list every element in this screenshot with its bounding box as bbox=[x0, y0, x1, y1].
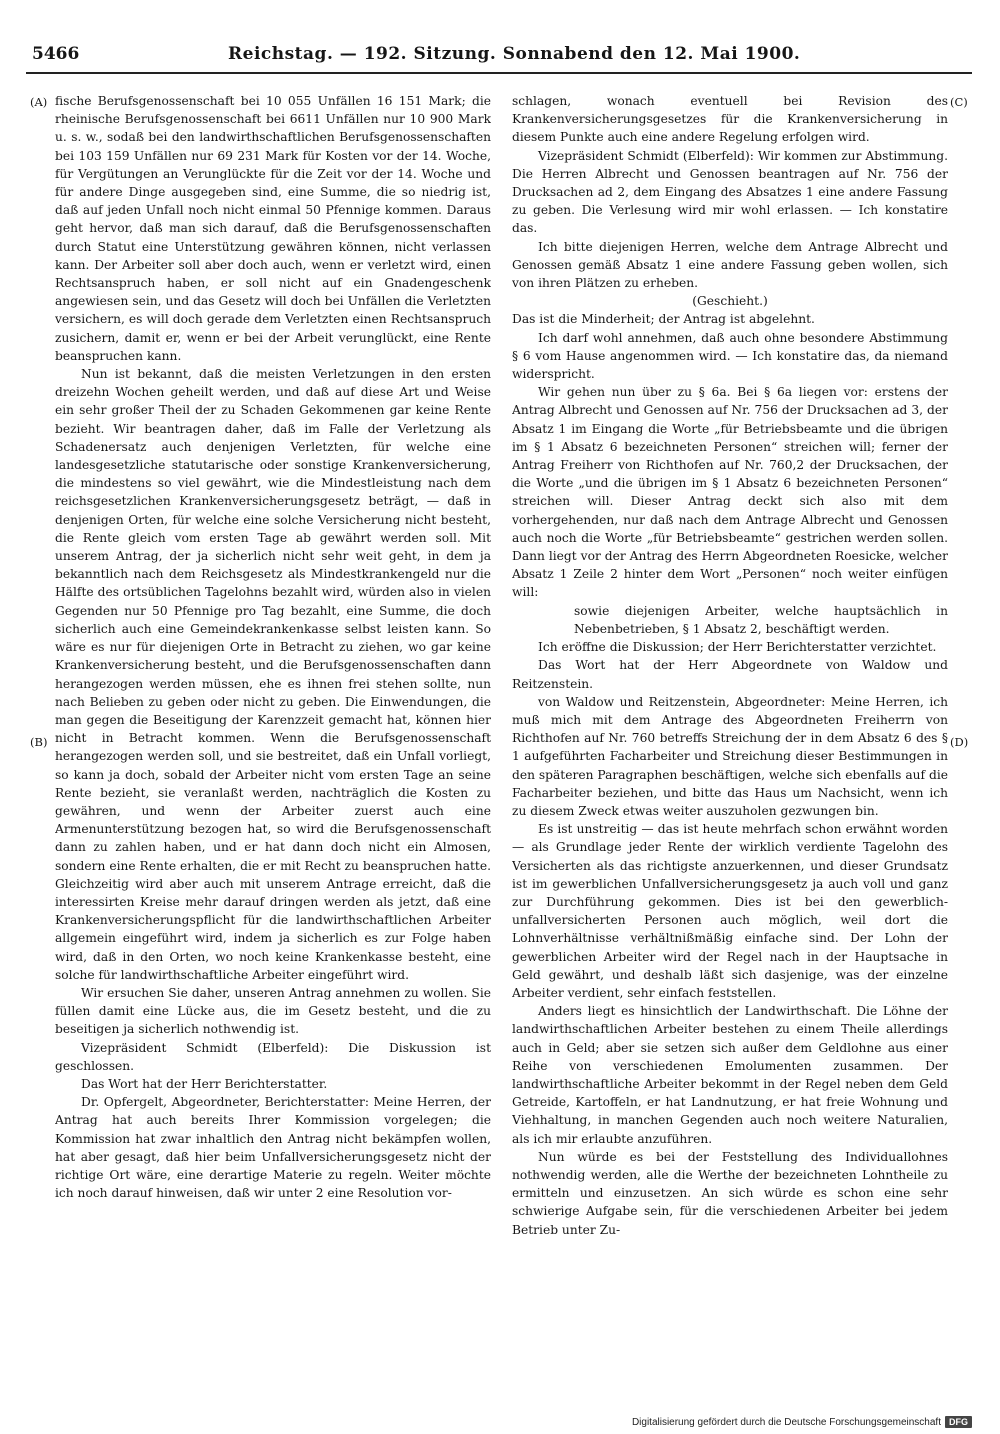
header-rule bbox=[26, 72, 972, 74]
footer-credit: Digitalisierung gefördert durch die Deutsche Forschungsgemeinschaft bbox=[631, 1416, 941, 1428]
margin-mark-a: (A) bbox=[30, 95, 48, 109]
paragraph: sowie diejenigen Arbeiter, welche hauptsächlich in Nebenbetrieben, § 1 Absatz 2, beschäftigt werden. bbox=[574, 603, 948, 636]
right-column bbox=[512, 92, 948, 1362]
page-header bbox=[28, 44, 972, 74]
paragraph: (Geschieht.) bbox=[692, 294, 768, 309]
running-title: Reichstag. — 192. Sitzung. Sonnabend den 12. Mai 1900. bbox=[228, 44, 801, 64]
paragraph: fische Berufsgenossenschaft bei 10 055 Unfällen 16 151 Mark; die rheinische Berufsgenossenschaft bei 6611 Unfällen nur 10 900 Mark u. s. w., sodaß bei den landwirthschaftlichen Berufsgenossenschaften bei 103 159 Unfällen nur 69 231 Mark für Kosten vor der 14. Woche, für Vergütungen an Verunglückte für die Zeit vor der 14. Woche und für andere Dinge ausgegeben sind, eine Summe, die so niedrig ist, daß auf jeden Unfall noch nicht einmal 50 Pfennige kommen. Daraus geht hervor, daß man sich darauf, daß die Berufsgenossenschaften durch Statut eine Unterstützung gewähren können, nicht verlassen kann. Der Arbeiter soll aber doch auch, wenn er verletzt wird, einen Rechtsanspruch haben, er soll nicht auf ein Gnadengeschenk angewiesen sein, und das Gesetz will doch bei Unfällen die Verletzten versichern, es will doch gerade dem Verletzten einen Rechtsanspruch zusichern, damit er, wenn er bei der Arbeit verunglückt, eine Rente beanspruchen kann. bbox=[55, 94, 491, 363]
paragraph: Es ist unstreitig — das ist heute mehrfach schon erwähnt worden — als Grundlage jeder Rente der wirklich verdiente Tagelohn des Versicherten als das richtigste anzuerkennen, und dieser Grundsatz ist im gewerblichen Unfallversicherungsgesetz ja auch voll und ganz zur Durchführung gekommen. Dies ist bei den gewerblich-unfallversicherten Personen auch möglich, weil dort die Lohnverhältnisse verhältnißmäßig einfache sind. Der Lohn der gewerblichen Arbeiter wird der Regel nach in der Hauptsache in Geld gewährt, und deshalb läßt sich dasjenige, was der einzelne Arbeiter verdient, sehr einfach feststellen. bbox=[512, 822, 948, 1000]
left-column bbox=[55, 92, 491, 1362]
paragraph: Nun würde es bei der Feststellung des Individuallohnes nothwendig werden, alle die Werthe der bezeichneten Lohntheile zu ermitteln und einzusetzen. An sich würde es schon eine sehr schwierige Aufgabe sein, für die verschiedenen Arbeiter bei jedem Betrieb unter Zu- bbox=[512, 1149, 948, 1237]
paragraph: Wir gehen nun über zu § 6a. Bei § 6a liegen vor: erstens der Antrag Albrecht und Genossen auf Nr. 756 der Drucksachen ad 3, der Absatz 1 im Eingang die Worte „für Betriebsbeamte und die übrigen im § 1 Absatz 6 bezeichneten Personen“ streichen will; ferner der Antrag Freiherr von Richthofen auf Nr. 760,2 der Drucksachen, der die Worte „und die übrigen im § 1 Absatz 6 bezeichneten Personen“ streichen will. Dieser Antrag deckt sich also mit dem vorhergehenden, nur daß nach dem Antrage Albrecht und Genossen auch noch die Worte „für Betriebsbeamte“ gestrichen werden sollen. Dann liegt vor der Antrag des Herrn Abgeordneten Roesicke, welcher Absatz 1 Zeile 2 hinter dem Wort „Personen“ noch weiter einfügen will: bbox=[512, 385, 948, 600]
paragraph: Vizepräsident Schmidt (Elberfeld): Die Diskussion ist geschlossen. bbox=[55, 1040, 491, 1073]
margin-mark-c: (C) bbox=[950, 95, 968, 109]
footer bbox=[632, 1415, 972, 1429]
paragraph: schlagen, wonach eventuell bei Revision des Krankenversicherungsgesetzes für die Krankenversicherung in diesem Punkte auch eine andere Regelung erfolgen wird. bbox=[512, 94, 948, 145]
paragraph: Vizepräsident Schmidt (Elberfeld): Wir kommen zur Abstimmung. Die Herren Albrecht und Genossen beantragen auf Nr. 756 der Drucksachen ad 2, dem Eingang des Absatzes 1 eine andere Fassung zu geben. Die Verlesung wird mir wohl erlassen. — Ich konstatire das. bbox=[512, 148, 948, 236]
page-number: 5466 bbox=[32, 44, 80, 64]
paragraph: Das ist die Minderheit; der Antrag ist abgelehnt. bbox=[512, 312, 815, 327]
paragraph: von Waldow und Reitzenstein, Abgeordneter: Meine Herren, ich muß mich mit dem Antrage des Abgeordneten Freiherrn von Richthofen auf Nr. 760 betreffs Streichung der in dem Absatz 6 des § 1 aufgeführten Facharbeiter und Streichung dieser Bestimmungen in den späteren Paragraphen beschäftigen, welche sich ebenfalls auf die Facharbeiter beziehen, und bitte das Haus um Nachsicht, wenn ich zu diesem Zweck etwas weiter auszuholen gezwungen bin. bbox=[512, 694, 948, 818]
paragraph: Dr. Opfergelt, Abgeordneter, Berichterstatter: Meine Herren, der Antrag hat auch bereits Ihrer Kommission vorgelegen; die Kommission hat zwar inhaltlich den Antrag nicht bekämpfen wollen, hat aber gesagt, daß hier beim Unfallversicherungsgesetz nicht der richtige Ort wäre, eine derartige Materie zu regeln. Weiter möchte ich noch darauf hinweisen, daß wir unter 2 eine Resolution vor- bbox=[55, 1095, 491, 1201]
paragraph: Wir ersuchen Sie daher, unseren Antrag annehmen zu wollen. Sie füllen damit eine Lücke aus, die im Gesetz besteht, und die zu beseitigen ja sicherlich nothwendig ist. bbox=[55, 985, 491, 1037]
paragraph: Ich bitte diejenigen Herren, welche dem Antrage Albrecht und Genossen gemäß Absatz 1 eine andere Fassung geben wollen, sich von ihren Plätzen zu erheben. bbox=[512, 239, 948, 291]
margin-mark-d: (D) bbox=[950, 735, 969, 749]
paragraph: Das Wort hat der Herr Abgeordnete von Waldow und Reitzenstein. bbox=[512, 658, 948, 691]
paragraph: Ich darf wohl annehmen, daß auch ohne besondere Abstimmung § 6 vom Hause angenommen wird. — Ich konstatire das, da niemand widerspricht. bbox=[512, 330, 948, 382]
paragraph: Nun ist bekannt, daß die meisten Verletzungen in den ersten dreizehn Wochen geheilt werden, und daß auf diese Art und Weise ein sehr großer Theil der zu Schaden Gekommenen gar keine Rente bezieht. Wir beantragen daher, daß im Falle der Verletzung als Schadenersatz auch denjenigen Verletzten, für welche eine landesgesetzliche statutarische oder sonstige Krankenversicherung, die mindestens so viel gewährt, wie die Mindestleistung nach dem reichsgesetzlichen Krankenversicherungsgesetz beträgt, — daß in denjenigen Orten, für welche eine solche Versicherung nicht besteht, die Rente gleich vom ersten Tage ab gewährt werden soll. Mit unserem Antrag, der ja sicherlich nicht sehr weit geht, in dem ja bekanntlich nach dem Reichsgesetz als Mindestkrankengeld nur die Hälfte des ortsüblichen Tagelohns bezahlt wird, würden also in vielen Gegenden nur 50 Pfennige pro Tag bezahlt, eine Summe, die doch sicherlich auch eine Gemeindekrankenkasse selbst leisten kann. So wäre es nur für diejenigen Orte in Betracht zu ziehen, wo gar keine Krankenversicherung besteht, und die Berufsgenossenschaften dann herangezogen werden müssen, ehe es ihnen frei stehen sollte, nun nach Belieben zu geben oder nicht zu geben. Die Einwendungen, die man gegen die Beseitigung der Karenzzeit gemacht hat, können hier nicht in Betracht kommen. Wenn die Berufsgenossenschaft herangezogen werden soll, und sie bestreitet, daß ein Unfall vorliegt, so kann ja doch, sobald der Arbeiter nicht vom ersten Tage an seine Rente bezieht, sie veranlaßt werden, nachträglich die Kosten zu gewähren, und wenn der Arbeiter zuerst auch eine Armenunterstützung bezogen hat, so wird die Berufsgenossenschaft dann zu zahlen haben, und er hat dann doch nicht ein Almosen, sondern eine Rente erhalten, die er mit Recht zu beanspruchen hatte. Gleichzeitig wird aber auch mit unserem Antrage erreicht, daß die interessirten Kreise mehr darauf dringen werden als jetzt, daß eine Krankenversicherungspflicht für die landwirthschaftlichen Arbeiter allgemein eingeführt wird, indem ja sicherlich es zur Folge haben wird, daß in den Orten, wo noch keine Krankenkasse besteht, eine solche für landwirthschaftliche Arbeiter eingeführt wird. bbox=[55, 367, 491, 982]
margin-mark-b: (B) bbox=[30, 735, 48, 749]
dfg-logo: DFG bbox=[945, 1416, 972, 1428]
paragraph: Das Wort hat der Herr Berichterstatter. bbox=[81, 1076, 328, 1091]
paragraph: Anders liegt es hinsichtlich der Landwirthschaft. Die Löhne der landwirthschaftlichen Arbeiter bestehen zu einem Theile allerdings auch in Geld; aber sie setzen sich außer dem Geldlohne aus einer Reihe von verschiedenen Emolumenten zusammen. Der landwirthschaftliche Arbeiter bekommt in der Regel neben dem Geld Getreide, Kartoffeln, er hat Landnutzung, er hat freie Wohnung und Viehhaltung, in manchen Gegenden auch noch weitere Naturalien, als ich mir erlaubte anzuführen. bbox=[512, 1004, 948, 1146]
paragraph: Ich eröffne die Diskussion; der Herr Berichterstatter verzichtet. bbox=[538, 640, 937, 655]
